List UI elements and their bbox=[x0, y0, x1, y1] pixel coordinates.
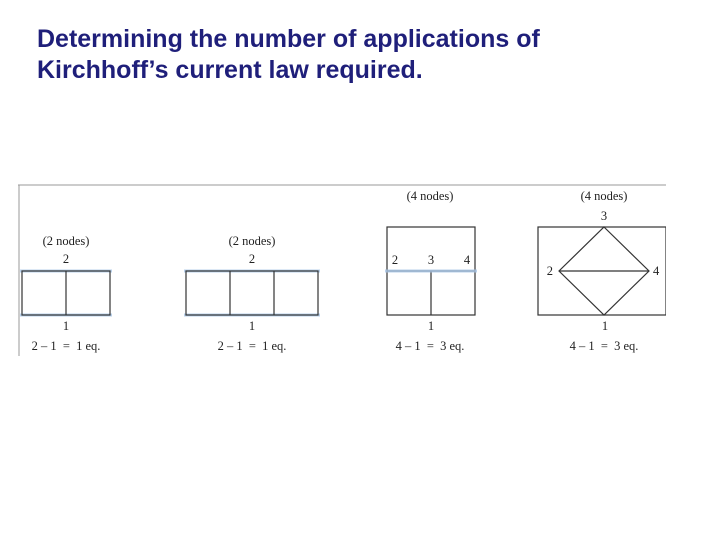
circuit-2-bottom-node: 1 bbox=[248, 319, 256, 333]
circuit-4-equation: 4 – 1 = 3 eq. bbox=[569, 339, 639, 353]
title-line-2: Kirchhoff’s current law required. bbox=[37, 56, 423, 84]
circuit-3 bbox=[385, 189, 477, 353]
circuit-2-node-count: (2 nodes) bbox=[228, 234, 276, 248]
circuit-4-bottom-node: 1 bbox=[601, 319, 609, 333]
circuit-3-node-2: 2 bbox=[391, 253, 399, 267]
circuit-2 bbox=[184, 234, 320, 353]
circuit-1-top-node: 2 bbox=[62, 252, 70, 266]
circuit-4-top-node: 3 bbox=[600, 209, 608, 223]
circuit-3-node-3: 3 bbox=[427, 253, 435, 267]
circuit-1-node-count: (2 nodes) bbox=[42, 234, 90, 248]
circuit-3-node-count: (4 nodes) bbox=[406, 189, 454, 203]
circuit-1-bottom-node: 1 bbox=[62, 319, 70, 333]
circuit-4-node-count: (4 nodes) bbox=[580, 189, 628, 203]
circuit-diagrams bbox=[18, 184, 666, 356]
circuit-2-top-node: 2 bbox=[248, 252, 256, 266]
title-line-1: Determining the number of applications of bbox=[37, 25, 540, 53]
circuit-3-node-4: 4 bbox=[463, 253, 471, 267]
kcl-node-figure bbox=[18, 184, 666, 356]
circuit-2-equation: 2 – 1 = 1 eq. bbox=[217, 339, 287, 353]
circuit-3-bottom-node: 1 bbox=[427, 319, 435, 333]
circuit-3-equation: 4 – 1 = 3 eq. bbox=[395, 339, 465, 353]
circuit-1-equation: 2 – 1 = 1 eq. bbox=[31, 339, 101, 353]
circuit-4 bbox=[538, 189, 666, 353]
circuit-4-right-node: 4 bbox=[653, 264, 660, 278]
circuit-2-outer-loop bbox=[186, 271, 318, 315]
slide-title bbox=[37, 24, 697, 86]
circuit-4-left-node: 2 bbox=[546, 264, 553, 278]
circuit-1 bbox=[20, 234, 112, 353]
